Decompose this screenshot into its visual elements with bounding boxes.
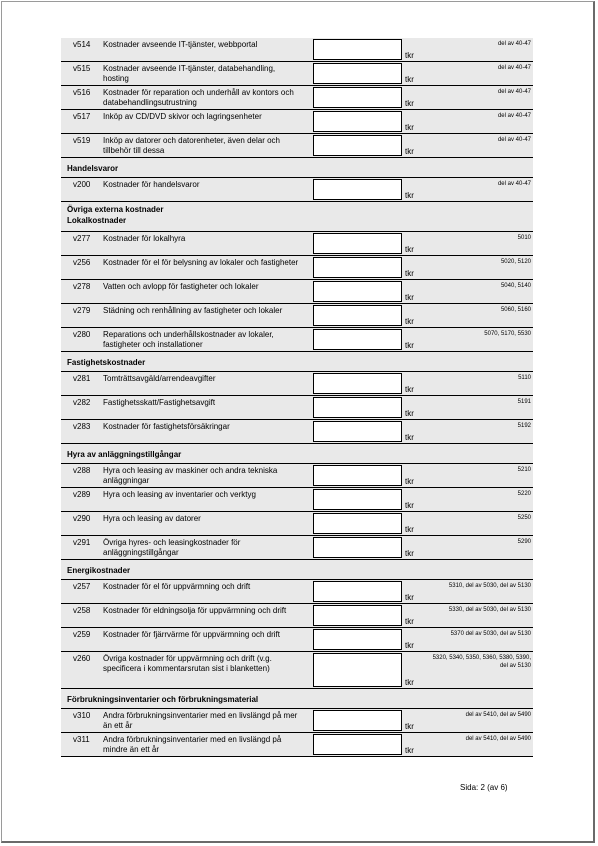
unit-label: tkr <box>405 746 414 755</box>
amount-input[interactable] <box>313 397 402 418</box>
form-row <box>61 652 533 689</box>
amount-input[interactable] <box>313 373 402 394</box>
row-label: Kostnader för lokalhyra <box>103 234 186 243</box>
row-label: Vatten och avlopp för fastigheter och lokaler <box>103 282 259 291</box>
unit-label: tkr <box>405 245 414 254</box>
amount-input[interactable] <box>313 710 402 731</box>
row-code: v281 <box>73 374 91 383</box>
account-reference: 5320, 5340, 5350, 5360, 5380, 5390, del av 5130 <box>432 655 531 669</box>
section-subtitle: Lokalkostnader <box>67 216 127 225</box>
row-label: Hyra och leasing av maskiner och andra tekniska anläggningar <box>103 466 278 485</box>
row-code: v289 <box>73 490 91 499</box>
form-row <box>61 420 533 444</box>
row-code: v256 <box>73 258 91 267</box>
amount-input[interactable] <box>313 39 402 60</box>
row-code: v517 <box>73 112 91 121</box>
unit-label: tkr <box>405 525 414 534</box>
section-title: Förbrukningsinventarier och förbrukningsmaterial <box>67 695 259 704</box>
form-row <box>61 396 533 420</box>
amount-input[interactable] <box>313 653 402 687</box>
section-title: Övriga externa kostnader <box>67 205 164 214</box>
unit-label: tkr <box>405 317 414 326</box>
row-code: v200 <box>73 180 91 189</box>
form-row <box>61 328 533 352</box>
row-label: Andra förbrukningsinventarier med en livslängd på mindre än ett år <box>103 735 282 754</box>
row-label: Övriga kostnader för uppvärmning och drift (v.g. specificera i kommentarsrutan sist i blanketten) <box>103 654 272 673</box>
row-code: v280 <box>73 330 91 339</box>
form-row <box>61 110 533 134</box>
unit-label: tkr <box>405 51 414 60</box>
form-row <box>61 604 533 628</box>
form-row <box>61 709 533 733</box>
unit-label: tkr <box>405 269 414 278</box>
section-header <box>61 352 533 372</box>
row-label: Kostnader för el för belysning av lokaler och fastigheter <box>103 258 299 267</box>
account-reference: del av 40-47 <box>497 65 531 71</box>
row-label: Kostnader för fjärrvärme för uppvärmning och drift <box>103 630 280 639</box>
row-code: v257 <box>73 582 91 591</box>
account-reference: 5310, del av 5030, del av 5130 <box>448 583 531 589</box>
account-reference: 5290 <box>517 539 531 545</box>
row-code: v258 <box>73 606 91 615</box>
amount-input[interactable] <box>313 329 402 350</box>
form-row <box>61 134 533 158</box>
account-reference: 5330, del av 5030, del av 5130 <box>448 607 531 613</box>
row-code: v519 <box>73 136 91 145</box>
amount-input[interactable] <box>313 305 402 326</box>
account-reference: 5070, 5170, 5530 <box>484 331 531 337</box>
row-label: Inköp av CD/DVD skivor och lagringsenheter <box>103 112 262 121</box>
amount-input[interactable] <box>313 734 402 755</box>
row-label: Kostnader för eldningsolja för uppvärmning och drift <box>103 606 287 615</box>
account-reference: del av 40-47 <box>497 137 531 143</box>
row-code: v310 <box>73 711 91 720</box>
row-code: v311 <box>73 735 90 744</box>
account-reference: 5110 <box>518 375 531 381</box>
account-reference: 5060, 5160 <box>500 307 531 313</box>
row-code: v283 <box>73 422 91 431</box>
account-reference: 5191 <box>517 399 531 405</box>
section-header <box>61 158 533 178</box>
form-row <box>61 372 533 396</box>
unit-label: tkr <box>405 433 414 442</box>
account-reference: del av 40-47 <box>497 181 531 187</box>
section-header <box>61 202 533 232</box>
row-label: Hyra och leasing av inventarier och verktyg <box>103 490 256 499</box>
form-row <box>61 232 533 256</box>
form-row <box>61 62 533 86</box>
row-code: v515 <box>73 64 91 73</box>
section-header <box>61 444 533 464</box>
amount-input[interactable] <box>313 489 402 510</box>
section-title: Fastighetskostnader <box>67 358 146 367</box>
account-reference: del av 40-47 <box>497 41 531 47</box>
row-code: v288 <box>73 466 91 475</box>
row-label: Hyra och leasing av datorer <box>103 514 201 523</box>
row-label: Kostnader avseende IT-tjänster, webbportal <box>103 40 258 49</box>
amount-input[interactable] <box>313 233 402 254</box>
row-label: Reparations och underhållskostnader av lokaler, fastigheter och installationer <box>103 330 274 349</box>
amount-input[interactable] <box>313 537 402 558</box>
row-label: Andra förbrukningsinventarier med en livslängd på mer än ett år <box>103 711 298 730</box>
form-row <box>61 304 533 328</box>
account-reference: 5010 <box>517 235 531 241</box>
unit-label: tkr <box>405 617 414 626</box>
amount-input[interactable] <box>313 605 402 626</box>
amount-input[interactable] <box>313 135 402 156</box>
row-label: Övriga hyres- och leasingkostnader för anläggningstillgångar <box>103 538 241 557</box>
amount-input[interactable] <box>313 111 402 132</box>
amount-input[interactable] <box>313 465 402 486</box>
row-code: v516 <box>73 88 91 97</box>
form-row <box>61 86 533 110</box>
unit-label: tkr <box>405 641 414 650</box>
form-row <box>61 488 533 512</box>
account-reference: del av 40-47 <box>497 89 531 95</box>
account-reference: del av 40-47 <box>497 113 531 119</box>
unit-label: tkr <box>405 678 414 687</box>
amount-input[interactable] <box>313 63 402 84</box>
account-reference: 5250 <box>517 515 531 521</box>
section-title: Hyra av anläggningstillgångar <box>67 450 182 459</box>
row-code: v514 <box>73 40 91 49</box>
form-table <box>61 38 533 757</box>
row-label: Inköp av datorer och datorenheter, även delar och tillbehör till dessa <box>103 136 281 155</box>
unit-label: tkr <box>405 75 414 84</box>
row-code: v290 <box>73 514 91 523</box>
account-reference: 5040, 5140 <box>500 283 531 289</box>
form-row <box>61 256 533 280</box>
row-code: v277 <box>73 234 91 243</box>
row-code: v279 <box>73 306 91 315</box>
unit-label: tkr <box>405 593 414 602</box>
amount-input[interactable] <box>313 281 402 302</box>
row-code: v282 <box>73 398 91 407</box>
unit-label: tkr <box>405 99 414 108</box>
amount-input[interactable] <box>313 179 402 200</box>
row-label: Kostnader för fastighetsförsäkringar <box>103 422 230 431</box>
account-reference: 5220 <box>517 491 531 497</box>
row-label: Fastighetsskatt/Fastighetsavgift <box>103 398 216 407</box>
unit-label: tkr <box>405 722 414 731</box>
unit-label: tkr <box>405 293 414 302</box>
account-reference: 5210 <box>517 467 531 473</box>
row-code: v291 <box>73 538 91 547</box>
amount-input[interactable] <box>313 581 402 602</box>
unit-label: tkr <box>405 477 414 486</box>
account-reference: 5370 del av 5030, del av 5130 <box>450 631 531 637</box>
account-reference: 5192 <box>517 423 531 429</box>
section-title: Handelsvaror <box>67 164 119 173</box>
row-label: Kostnader för reparation och underhåll av kontors och databehandlingsutrustning <box>103 88 294 107</box>
amount-input[interactable] <box>313 513 402 534</box>
section-header <box>61 560 533 580</box>
unit-label: tkr <box>405 409 414 418</box>
amount-input[interactable] <box>313 257 402 278</box>
amount-input[interactable] <box>313 421 402 442</box>
unit-label: tkr <box>405 549 414 558</box>
row-code: v278 <box>73 282 91 291</box>
row-code: v259 <box>73 630 91 639</box>
unit-label: tkr <box>405 147 414 156</box>
form-row <box>61 512 533 536</box>
row-label: Kostnader för handelsvaror <box>103 180 200 189</box>
account-reference: del av 5410, del av 5490 <box>465 712 531 718</box>
row-code: v260 <box>73 654 91 663</box>
page-number: Sida: 2 (av 6) <box>460 783 508 792</box>
unit-label: tkr <box>405 123 414 132</box>
account-reference: del av 5410, del av 5490 <box>465 736 531 742</box>
row-label: Städning och renhållning av fastigheter och lokaler <box>103 306 283 315</box>
unit-label: tkr <box>405 501 414 510</box>
form-row <box>61 178 533 202</box>
unit-label: tkr <box>405 191 414 200</box>
row-label: Kostnader för el för uppvärmning och drift <box>103 582 251 591</box>
form-row <box>61 38 533 62</box>
account-reference: 5020, 5120 <box>500 259 531 265</box>
unit-label: tkr <box>405 341 414 350</box>
form-row <box>61 280 533 304</box>
amount-input[interactable] <box>313 629 402 650</box>
section-header <box>61 689 533 709</box>
form-row <box>61 464 533 488</box>
form-row <box>61 536 533 560</box>
form-row <box>61 733 533 757</box>
form-row <box>61 580 533 604</box>
amount-input[interactable] <box>313 87 402 108</box>
unit-label: tkr <box>405 385 414 394</box>
row-label: Kostnader avseende IT-tjänster, databehandling, hosting <box>103 64 276 83</box>
row-label: Tomträttsavgäld/arrendeavgifter <box>103 374 216 383</box>
section-title: Energikostnader <box>67 566 131 575</box>
form-row <box>61 628 533 652</box>
